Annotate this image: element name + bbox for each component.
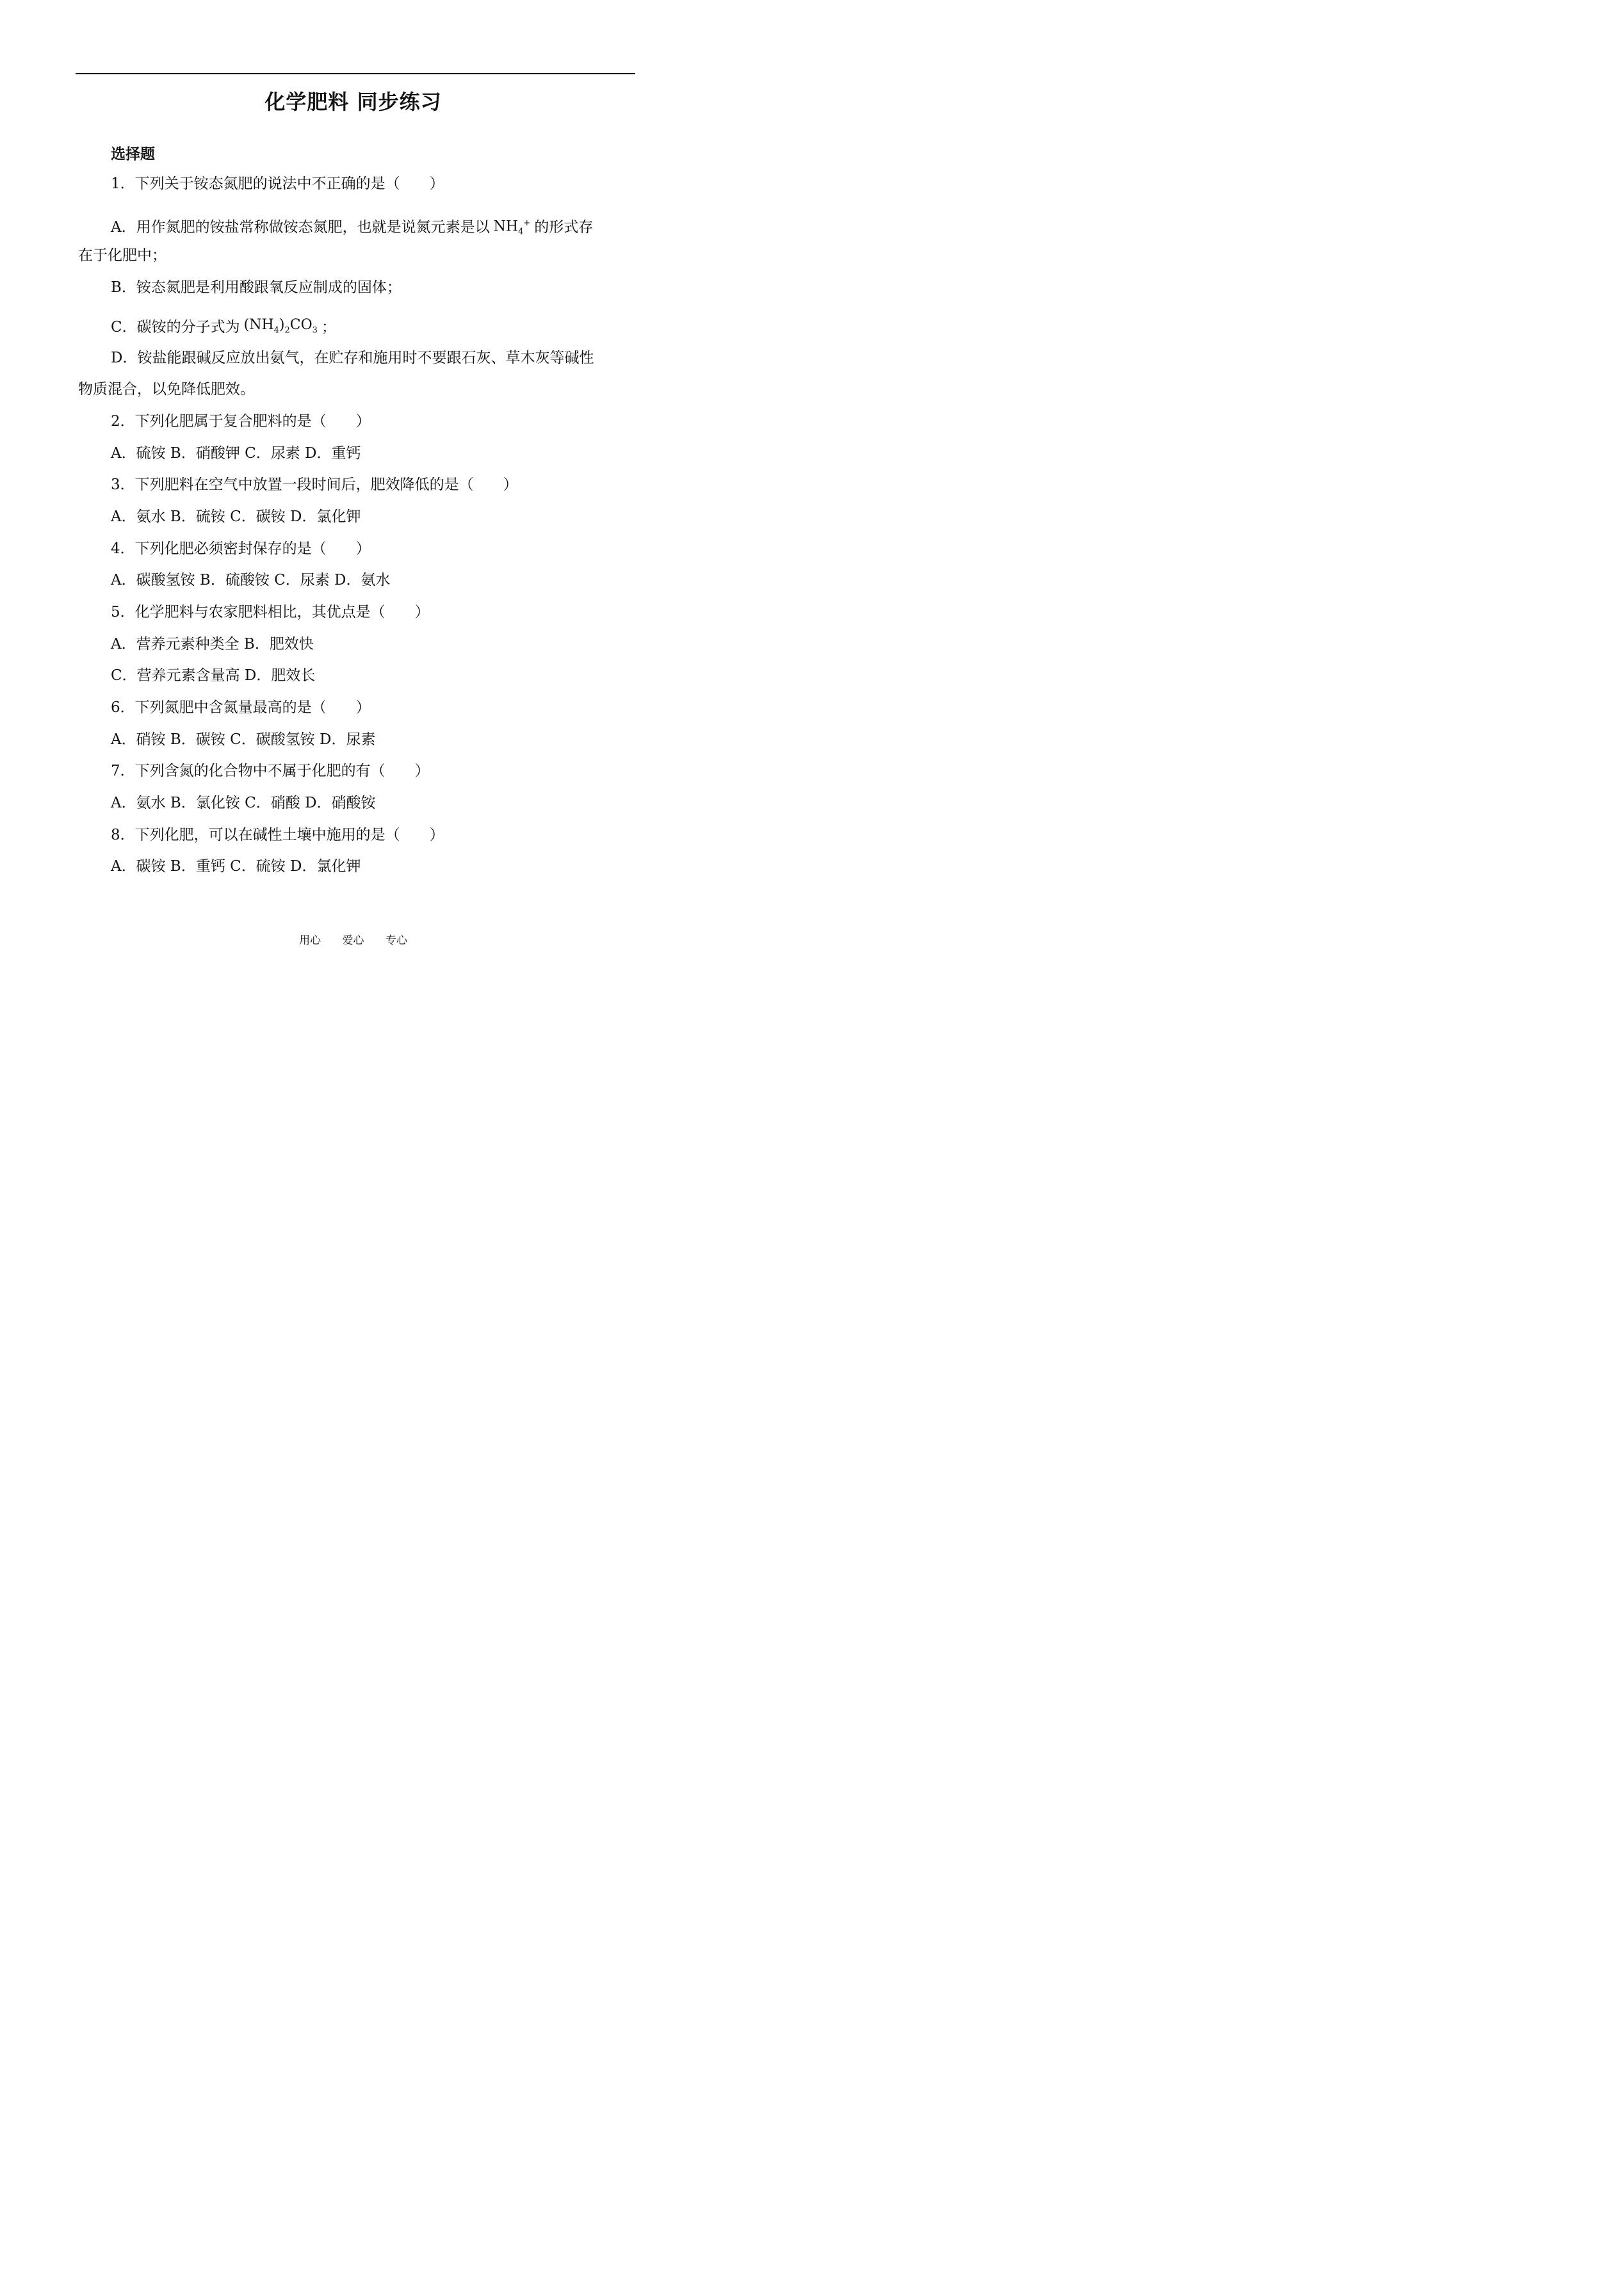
question-4-stem: 4．下列化肥必须密封保存的是（ ） [111, 540, 371, 557]
header-rule [76, 73, 635, 74]
question-5-options-1: A．营养元素种类全 B．肥效快 [111, 636, 314, 653]
question-2-options: A．硫铵 B．硝酸钾 C．尿素 D．重钙 [111, 445, 361, 462]
question-1-option-a-cont: 在于化肥中； [78, 247, 166, 264]
ammonium-formula: $NH_4^+$ [493, 218, 531, 237]
footer-word: 专心 [385, 934, 407, 947]
question-5-stem: 5．化学肥料与农家肥料相比，其优点是（ ） [111, 604, 430, 620]
ammonium-carbonate-formula: $(NH_4)_2CO_3$ [243, 317, 318, 336]
footer-word: 爱心 [342, 934, 364, 947]
question-1-option-b: B．铵态氮肥是利用酸跟氧反应制成的固体； [111, 279, 402, 296]
section-heading: 选择题 [111, 146, 155, 163]
option-a-text-end: 的形式存 [534, 218, 594, 236]
question-7-stem: 7．下列含氮的化合物中不属于化肥的有（ ） [111, 763, 430, 779]
question-1-option-d-cont: 物质混合，以免降低肥效。 [78, 381, 255, 398]
question-6-options: A．硝铵 B．碳铵 C．碳酸氢铵 D．尿素 [111, 731, 376, 748]
page-footer [0, 931, 706, 947]
question-1-option-d: D．铵盐能跟碱反应放出氨气，在贮存和施用时不要跟石灰、草木灰等碱性 [111, 350, 594, 366]
question-3-stem: 3．下列肥料在空气中放置一段时间后，肥效降低的是（ ） [111, 476, 518, 493]
question-8-options: A．碳铵 B．重钙 C．硫铵 D．氯化钾 [111, 858, 361, 875]
question-1-option-a [111, 214, 593, 242]
question-1-stem: 1．下列关于铵态氮肥的说法中不正确的是（ ） [111, 175, 444, 192]
page-title: 化学肥料 同步练习 [264, 90, 442, 114]
question-3-options: A．氨水 B．硫铵 C．碳铵 D．氯化钾 [111, 508, 361, 525]
footer-word: 用心 [299, 934, 321, 947]
option-c-text: C．碳铵的分子式为 [111, 319, 240, 336]
question-1-option-c [111, 316, 336, 340]
question-5-options-2: C．营养元素含量高 D．肥效长 [111, 667, 316, 684]
question-6-stem: 6．下列氮肥中含氮量最高的是（ ） [111, 699, 371, 716]
question-2-stem: 2．下列化肥属于复合肥料的是（ ） [111, 413, 371, 430]
question-4-options: A．碳酸氢铵 B．硫酸铵 C．尿素 D．氨水 [111, 572, 391, 588]
question-7-options: A．氨水 B．氯化铵 C．硝酸 D．硝酸铵 [111, 795, 376, 811]
question-8-stem: 8．下列化肥，可以在碱性土壤中施用的是（ ） [111, 827, 444, 843]
option-c-text-end: ； [321, 319, 336, 336]
option-a-text: A．用作氮肥的铵盐常称做铵态氮肥，也就是说氮元素是以 [111, 218, 490, 236]
